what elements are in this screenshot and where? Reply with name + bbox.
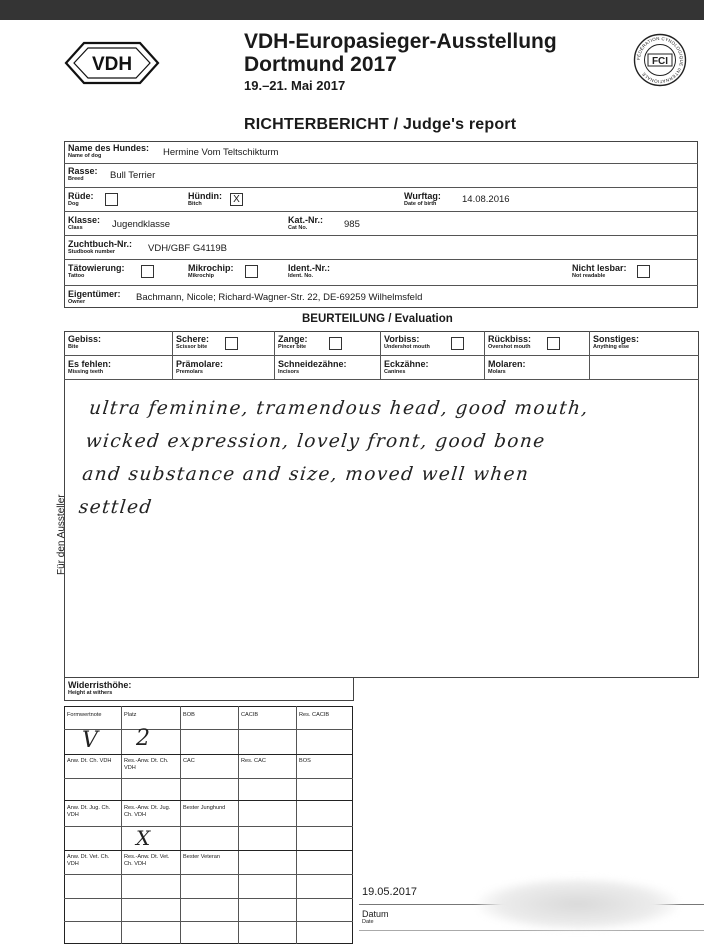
tattoo-label: Tätowierung: Tattoo (68, 263, 125, 279)
dob-label: Wurftag: Date of birth (404, 191, 441, 207)
handwritten-report (77, 392, 704, 524)
class-label: Klasse: Class (68, 215, 101, 231)
judge-signature-redacted (478, 878, 678, 930)
anything-else-label: Sonstiges: Anything else (593, 334, 640, 350)
studbook-label: Zuchtbuch-Nr.: Studbook number (68, 239, 132, 255)
dob-value: 14.08.2016 (462, 194, 510, 205)
not-readable-checkbox[interactable] (637, 265, 650, 278)
german-youth-champion-label: Anw. Dt. Jug. Ch. VDH (67, 805, 111, 818)
report-line-2: wicked expression, lovely front, good bone (84, 431, 547, 452)
dog-name-label: Name des Hundes: Name of dog (68, 143, 150, 159)
studbook-value: VDH/GBF G4119B (148, 243, 228, 254)
res-cacib-label: Res. CACIB (299, 712, 330, 718)
res-cac-label: Res. CAC (241, 758, 266, 764)
canines-label: Eckzähne: Canines (384, 359, 429, 375)
owner-label: Eigentümer: Owner (68, 289, 121, 305)
fci-seal (633, 33, 687, 87)
res-german-veteran-champion-label: Res.-Anw. Dt. Vet. Ch. VDH (124, 854, 170, 867)
tattoo-checkbox[interactable] (141, 265, 154, 278)
signature-date: 19.05.2017 (362, 886, 418, 898)
undershot-label: Vorbiss: Undershot mouth (384, 334, 430, 350)
date-label: Datum Date (362, 909, 389, 925)
event-title (244, 30, 557, 76)
pincer-bite-checkbox[interactable] (329, 337, 342, 350)
vdh-logo-text: VDH (91, 54, 133, 75)
male-label: Rüde: Dog (68, 191, 94, 207)
grade-label: Formwertnote (67, 712, 102, 718)
scissor-bite-checkbox[interactable] (225, 337, 238, 350)
molars-label: Molaren: Molars (488, 359, 526, 375)
class-value: Jugendklasse (112, 219, 171, 230)
catalog-value: 985 (344, 219, 360, 230)
report-line-4: settled (77, 497, 154, 518)
event-title-line2: Dortmund 2017 (244, 53, 397, 76)
male-checkbox[interactable] (105, 193, 118, 206)
placement-label: Platz (124, 712, 137, 718)
best-veteran-label: Bester Veteran (183, 854, 221, 860)
dog-name-value: Hermine Vom Teltschikturm (163, 147, 279, 158)
not-readable-label: Nicht lesbar: Not readable (572, 263, 627, 279)
missing-teeth-label: Es fehlen: Missing teeth (68, 359, 112, 375)
placement-mark: 2 (136, 726, 150, 751)
owner-value: Bachmann, Nicole; Richard-Wagner-Str. 22, DE-69259 Wilhelmsfeld (136, 292, 423, 303)
res-german-champion-label: Res.-Anw. Dt. Ch. VDH (124, 758, 169, 771)
event-dates: 19.–21. Mai 2017 (244, 78, 346, 93)
top-bar (0, 0, 704, 20)
microchip-label: Mikrochip: Mikrochip (188, 263, 234, 279)
cac-label: CAC (183, 758, 195, 764)
scissor-bite-label: Schere: Scissor bite (176, 334, 210, 350)
res-youth-champion-mark: X (136, 826, 151, 850)
overshot-checkbox[interactable] (547, 337, 560, 350)
breed-label: Rasse: Breed (68, 166, 98, 182)
premolars-label: Prämolare: Premolars (176, 359, 224, 375)
event-title-line1: VDH-Europasieger-Ausstellung (244, 30, 557, 53)
german-veteran-champion-label: Anw. Dt. Vet. Ch. VDH (67, 854, 110, 867)
catalog-label: Kat.-Nr.: Cat No. (288, 215, 324, 231)
bos-label: BOS (299, 758, 311, 764)
german-champion-label: Anw. Dt. Ch. VDH (67, 758, 112, 764)
breed-value: Bull Terrier (110, 170, 156, 181)
evaluation-title: BEURTEILUNG / Evaluation (302, 313, 453, 325)
report-line-1: ultra feminine, tramendous head, good mouth, (88, 398, 590, 419)
overshot-label: Rückbiss: Overshot mouth (488, 334, 532, 350)
incisors-label: Schneidezähne: Incisors (278, 359, 347, 375)
side-label: Für den Aussteller (56, 494, 67, 575)
ident-label: Ident.-Nr.: Ident. No. (288, 263, 330, 279)
cacib-label: CACIB (241, 712, 259, 718)
grading-grid (64, 706, 353, 944)
report-line-3: and substance and size, moved well when (81, 464, 531, 485)
best-junior-label: Bester Junghund (183, 805, 226, 811)
res-german-youth-champion-label: Res.-Anw. Dt. Jug. Ch. VDH (124, 805, 171, 818)
report-title: RICHTERBERICHT / Judge's report (244, 116, 517, 133)
female-checkbox[interactable]: X (230, 193, 243, 206)
height-label: Widerristhöhe: Height at withers (68, 680, 132, 696)
fci-seal-text: FCI (651, 56, 669, 67)
bite-label: Gebiss: Bite (68, 334, 102, 350)
fci-seal-ring-text: FÉDÉRATION CYNOLOGIQUE INTERNATIONALE (635, 35, 685, 85)
grade-mark: V (82, 728, 98, 753)
microchip-checkbox[interactable] (245, 265, 258, 278)
bob-label: BOB (183, 712, 195, 718)
female-label: Hündin: Bitch (188, 191, 222, 207)
vdh-logo (64, 40, 160, 86)
pincer-bite-label: Zange: Pincer bite (278, 334, 308, 350)
undershot-checkbox[interactable] (451, 337, 464, 350)
